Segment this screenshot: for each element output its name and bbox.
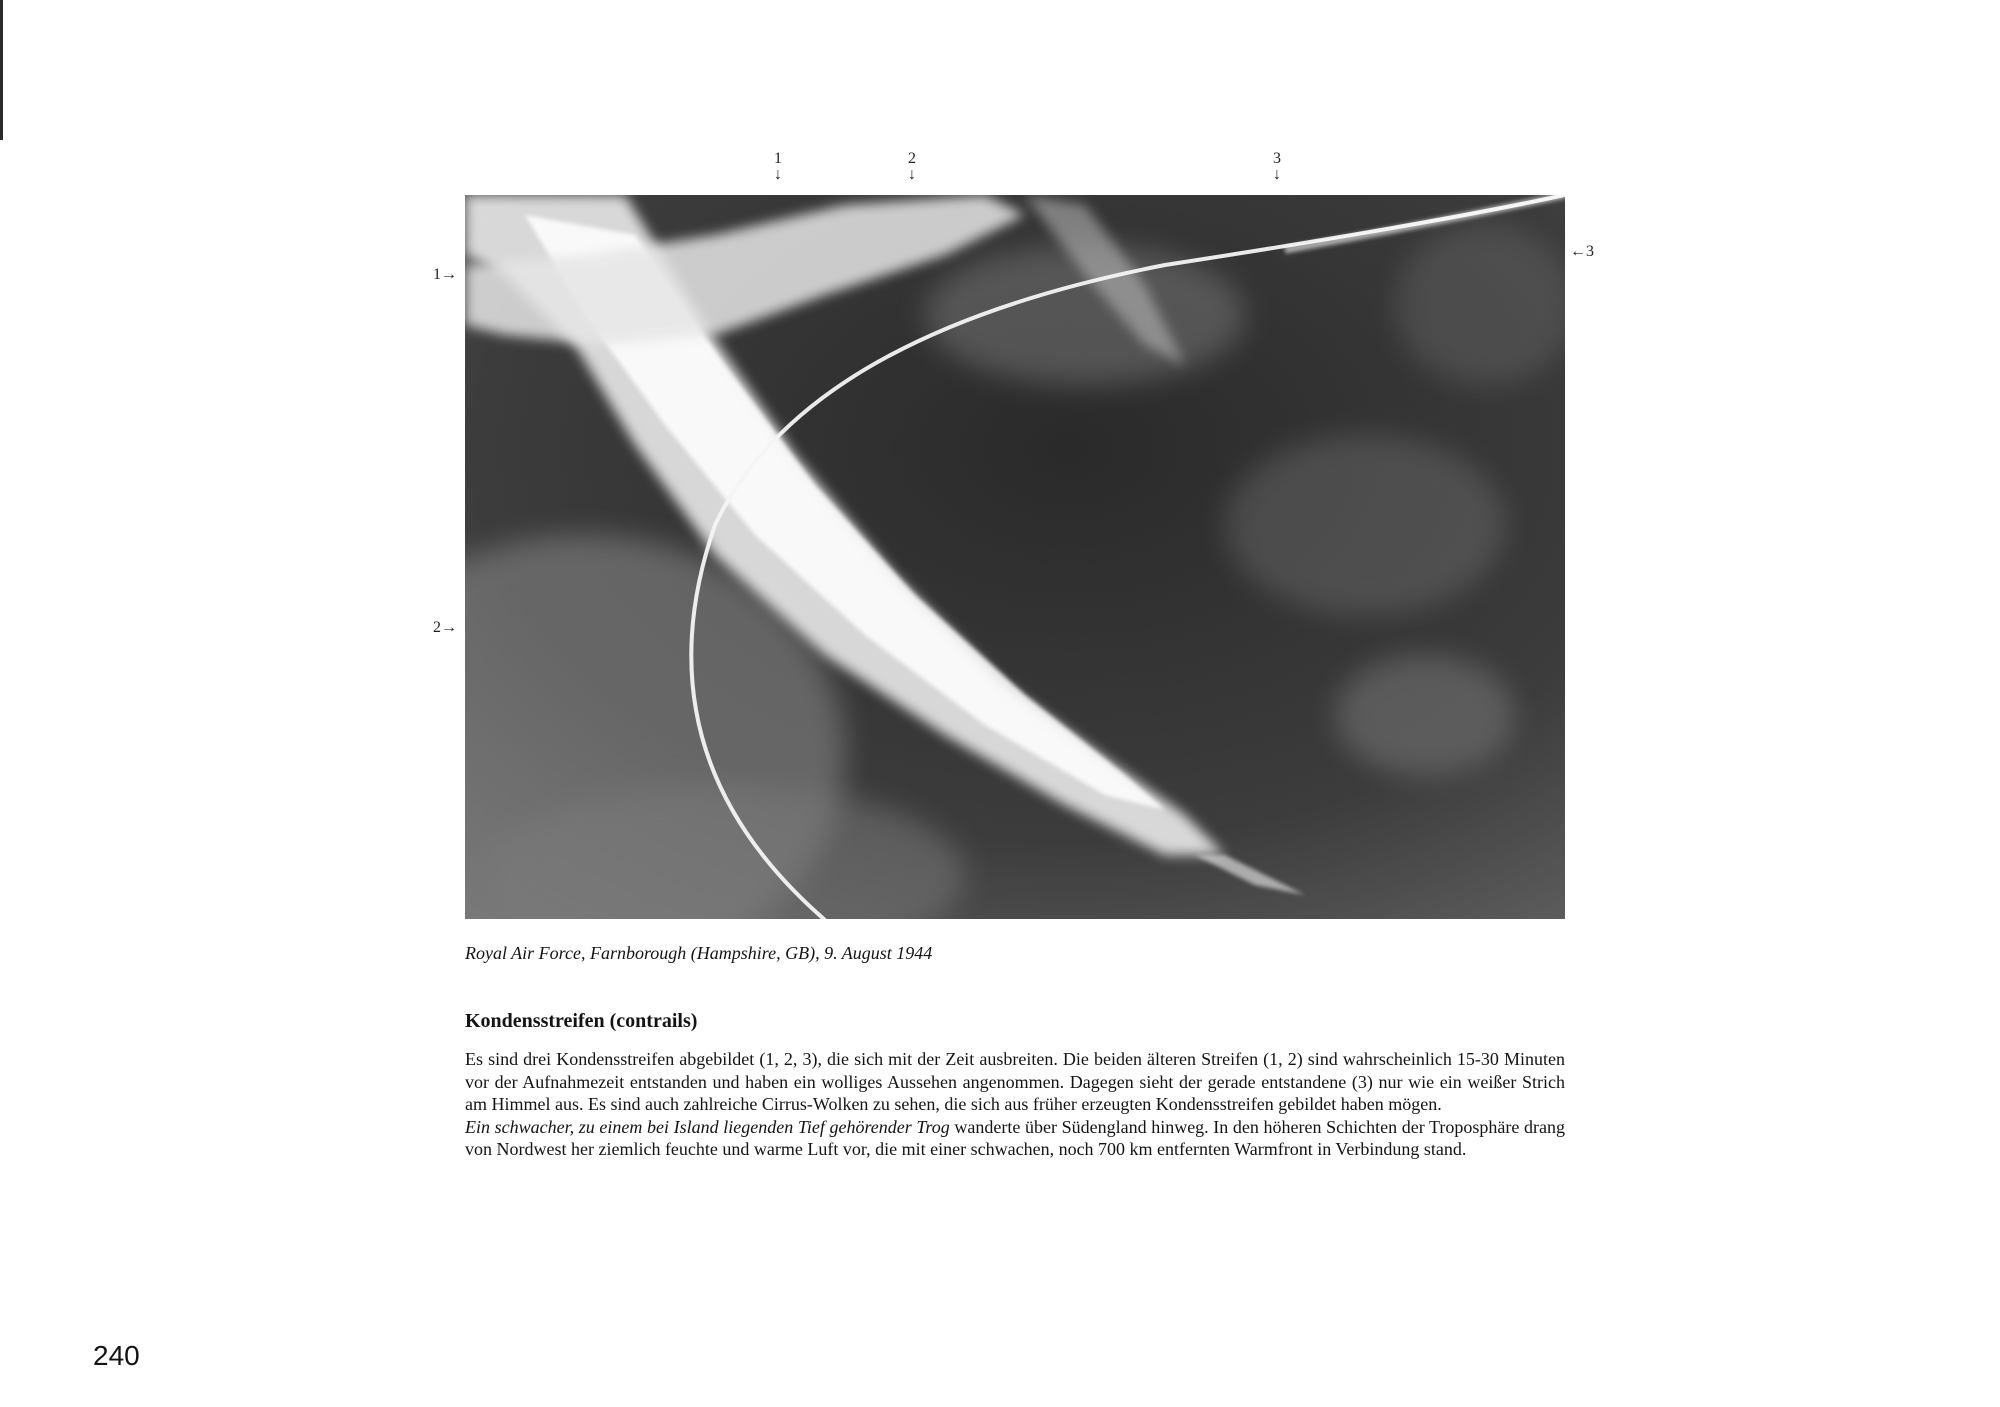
paragraph-2-rest: wanderte über Südengland hinweg. In den höheren Schichten der Troposphäre drang von Nordwest her ziemlich feuchte und warme Luft vor, die mit einer schwachen, noch 700 km entfernten Warmfront in Verbindung stand.	[465, 1116, 1565, 1159]
marker-left-2-number: 2	[433, 619, 441, 636]
section-heading: Kondensstreifen (contrails)	[465, 1010, 698, 1032]
cirrus-wisp	[1335, 655, 1515, 775]
arrow-down-icon: ↓	[1273, 166, 1281, 183]
page-edge-line	[0, 0, 3, 140]
photo-caption: Royal Air Force, Farnborough (Hampshire, GB), 9. August 1944	[465, 943, 933, 963]
marker-right-3	[1570, 243, 1594, 261]
marker-top-3	[1262, 150, 1292, 182]
marker-left-2	[433, 619, 457, 637]
contrail-photo-image	[465, 195, 1565, 919]
marker-top-1-number: 1	[774, 150, 782, 167]
paragraph-2	[465, 1116, 1565, 1161]
arrow-down-icon: ↓	[774, 166, 782, 183]
contrail-photo	[465, 195, 1565, 919]
page-number: 240	[93, 1340, 140, 1371]
arrow-down-icon: ↓	[908, 166, 916, 183]
marker-top-2-number: 2	[908, 150, 916, 167]
paragraph-2-intro: Ein schwacher, zu einem bei Island liegenden Tief gehörender Trog	[465, 1116, 950, 1137]
arrow-left-icon: ←	[1570, 243, 1586, 260]
arrow-right-icon: →	[441, 266, 457, 283]
marker-top-1	[763, 150, 793, 182]
marker-left-1-number: 1	[433, 266, 441, 283]
paragraph-1: Es sind drei Kondensstreifen abgebildet (1, 2, 3), die sich mit der Zeit ausbreiten. Die beiden älteren Streifen (1, 2) sind wahrscheinlich 15-30 Minuten vor der Aufnahmezeit entstanden und haben ein wolliges Aussehen angenommen. Dagegen sieht der gerade entstandene (3) nur wie ein weißer Strich am Himmel aus. Es sind auch zahlreiche Cirrus-Wolken zu sehen, die sich aus früher erzeugten Kondensstreifen gebildet haben mögen.	[465, 1049, 1565, 1114]
marker-top-3-number: 3	[1273, 150, 1281, 167]
marker-top-2	[897, 150, 927, 182]
marker-left-1	[433, 266, 457, 284]
arrow-right-icon: →	[441, 619, 457, 636]
body-text	[465, 1048, 1565, 1161]
marker-right-3-number: 3	[1586, 243, 1594, 260]
cirrus-wisp	[1225, 435, 1505, 615]
